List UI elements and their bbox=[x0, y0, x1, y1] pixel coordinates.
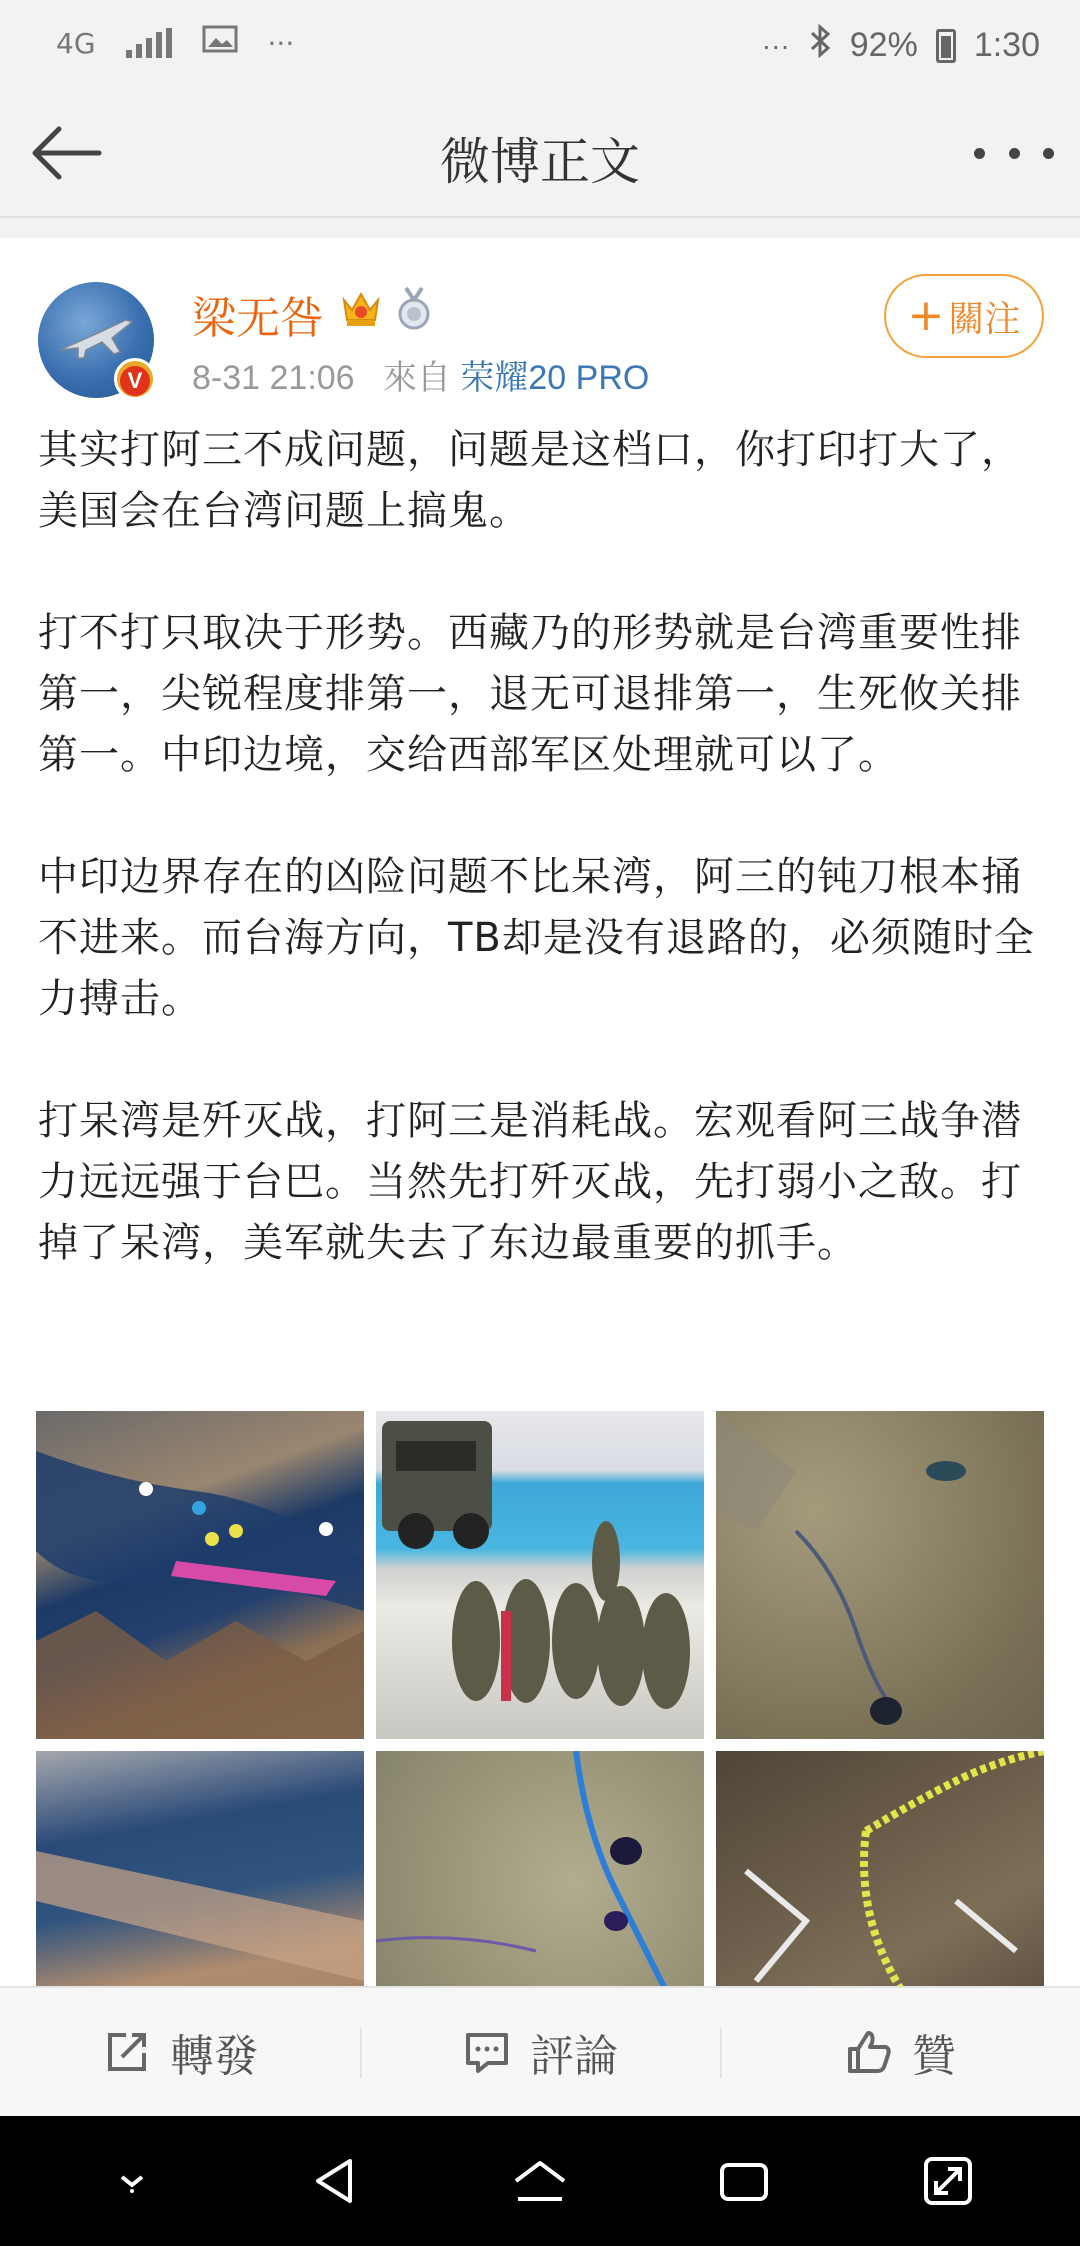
gallery-notification-icon bbox=[202, 24, 238, 62]
post-paragraph: 打不打只取决于形势。西藏乃的形势就是台湾重要性排第一，尖锐程度排第一，退无可退排第一，生死攸关排第一。中印边境，交给西部军区处理就可以了。 bbox=[38, 610, 1022, 778]
comment-label: 評論 bbox=[530, 2031, 618, 2082]
post-body bbox=[38, 420, 1048, 1274]
image-thumbnail-soldiers[interactable] bbox=[376, 1411, 704, 1739]
image-thumbnail-map-lake[interactable] bbox=[36, 1411, 364, 1739]
like-label: 贊 bbox=[912, 2031, 956, 2082]
chevron-down-icon bbox=[102, 2151, 162, 2211]
image-thumbnail-border-line[interactable] bbox=[716, 1751, 1044, 1986]
nav-back-button[interactable] bbox=[296, 2141, 376, 2221]
network-indicator: 4G bbox=[56, 26, 96, 60]
expand-icon bbox=[918, 2151, 978, 2211]
post-meta bbox=[192, 350, 649, 399]
system-nav-bar bbox=[0, 2116, 1080, 2246]
image-thumbnail-satellite-terrain[interactable] bbox=[716, 1411, 1044, 1739]
signal-icon bbox=[126, 28, 172, 58]
post-paragraph: 打呆湾是歼灭战，打阿三是消耗战。宏观看阿三战争潜力远远强于台巴。当然先打歼灭战，先打弱小之敌。打掉了呆湾，美军就失去了东边最重要的抓手。 bbox=[38, 1098, 1022, 1266]
status-bar bbox=[0, 0, 1080, 90]
home-icon bbox=[510, 2151, 570, 2211]
plus-icon: + bbox=[907, 290, 945, 341]
like-button[interactable] bbox=[720, 1988, 1080, 2116]
comment-button[interactable] bbox=[360, 1988, 720, 2116]
source-prefix: 來自 bbox=[382, 359, 451, 397]
follow-button[interactable] bbox=[884, 274, 1044, 358]
nav-home-button[interactable] bbox=[500, 2141, 580, 2221]
more-options-button[interactable] bbox=[974, 130, 1054, 176]
more-dot-icon bbox=[1009, 148, 1020, 159]
thumbs-up-icon bbox=[844, 2027, 894, 2077]
username[interactable]: 梁无咎 bbox=[192, 293, 324, 344]
vip-crown-icon[interactable] bbox=[340, 288, 382, 328]
post-date: 8-31 21:06 bbox=[192, 359, 355, 397]
verified-badge-icon: V bbox=[114, 358, 156, 400]
source-device-link[interactable]: 荣耀20 PRO bbox=[460, 359, 650, 397]
repost-button[interactable] bbox=[0, 1988, 360, 2116]
clock: 1:30 bbox=[973, 26, 1040, 64]
more-notifications-icon: ··· bbox=[267, 26, 295, 60]
repost-icon bbox=[102, 2027, 152, 2077]
triangle-back-icon bbox=[306, 2151, 366, 2211]
post-card bbox=[0, 238, 1080, 1986]
post-paragraph: 中印边界存在的凶险问题不比呆湾，阿三的钝刀根本捅不进来。而台海方向，TB却是没有退路的，必须随时全力搏击。 bbox=[38, 854, 1035, 1022]
more-status-icon: ··· bbox=[761, 29, 790, 61]
repost-label: 轉發 bbox=[170, 2031, 258, 2082]
more-dot-icon bbox=[974, 148, 985, 159]
battery-icon bbox=[936, 29, 956, 63]
post-paragraph: 其实打阿三不成问题，问题是这档口，你打印打大了，美国会在台湾问题上搞鬼。 bbox=[38, 427, 1022, 534]
medal-icon[interactable] bbox=[394, 286, 434, 330]
recents-icon bbox=[714, 2151, 774, 2211]
title-bar bbox=[0, 90, 1080, 218]
follow-label: 關注 bbox=[948, 298, 1021, 340]
nav-recents-button[interactable] bbox=[704, 2141, 784, 2221]
action-bar bbox=[0, 1986, 1080, 2116]
hide-nav-button[interactable] bbox=[92, 2141, 172, 2221]
image-thumbnail-map-route[interactable] bbox=[376, 1751, 704, 1986]
battery-percent: 92% bbox=[849, 26, 918, 64]
bluetooth-icon bbox=[808, 24, 832, 67]
page-title: 微博正文 bbox=[440, 133, 640, 191]
more-dot-icon bbox=[1043, 148, 1054, 159]
comment-icon bbox=[462, 2027, 512, 2077]
expand-button[interactable] bbox=[908, 2141, 988, 2221]
jet-fighter-icon bbox=[56, 312, 136, 362]
image-thumbnail-lake-3d[interactable] bbox=[36, 1751, 364, 1986]
